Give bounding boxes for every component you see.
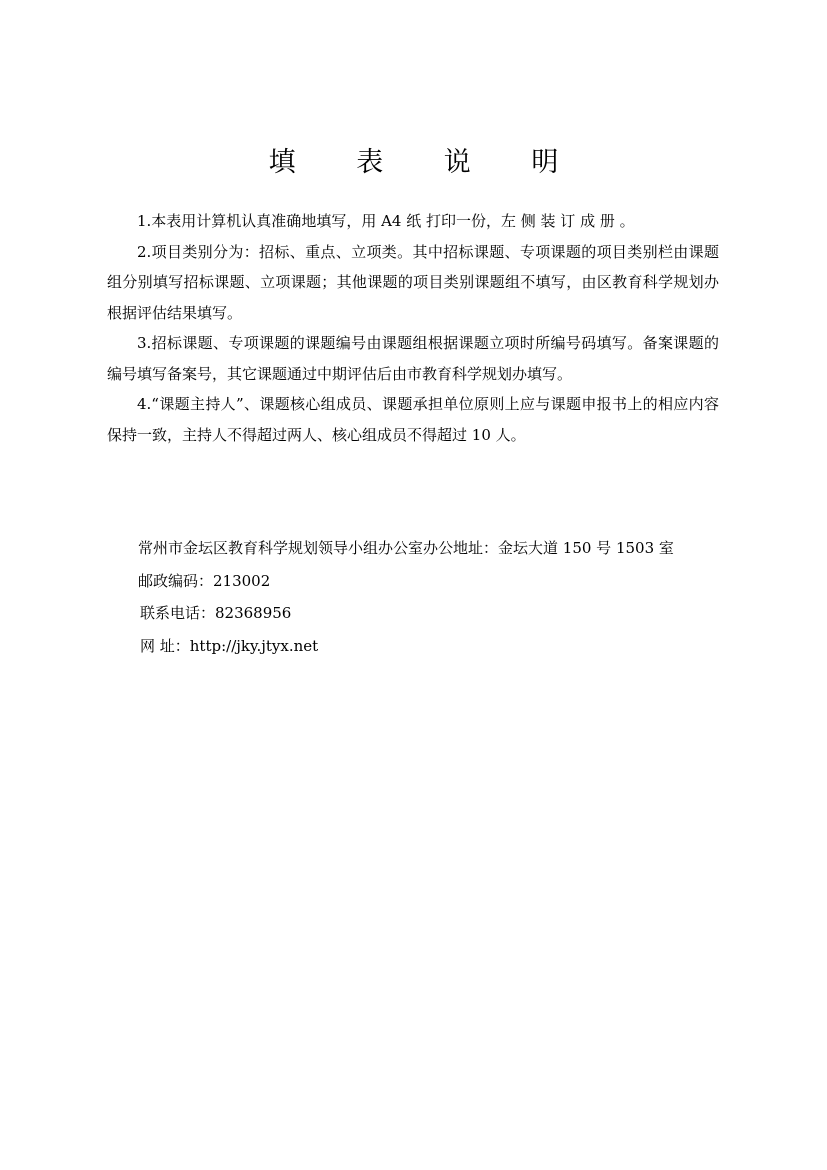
page-title: 填 表 说 明 [268,147,585,178]
postal-code: 邮政编码：213002 [138,571,271,590]
instructions-list [107,206,719,450]
office-address: 常州市金坛区教育科学规划领导小组办公室办公地址：金坛大道 150 号 1503 室 [138,539,674,557]
instruction-item: 4.“课题主持人”、课题核心组成员、课题承担单位原则上应与课题申报书上的相应内容保持一致，主持人不得超过两人、核心组成员不得超过 10 人。 [107,395,719,444]
contact-info [138,532,738,662]
phone-number: 联系电话：82368956 [140,604,292,622]
instruction-item: 3.招标课题、专项课题的课题编号由课题组根据课题立项时所编号码填写。备案课题的编号填写备案号，其它课题通过中期评估后由市教育科学规划办填写。 [107,334,719,383]
instruction-item: 1.本表用计算机认真准确地填写，用 A4 纸 打印一份，左 侧 装 订 成 册 。 [137,212,635,230]
instruction-item: 2.项目类别分为：招标、重点、立项类。其中招标课题、专项课题的项目类别栏由课题组分别填写招标课题、立项课题；其他课题的项目类别课题组不填写，由区教育科学规划办根据评估结果填写。 [107,242,719,322]
website-url: 网 址：http://jky.jtyx.net [140,636,319,655]
